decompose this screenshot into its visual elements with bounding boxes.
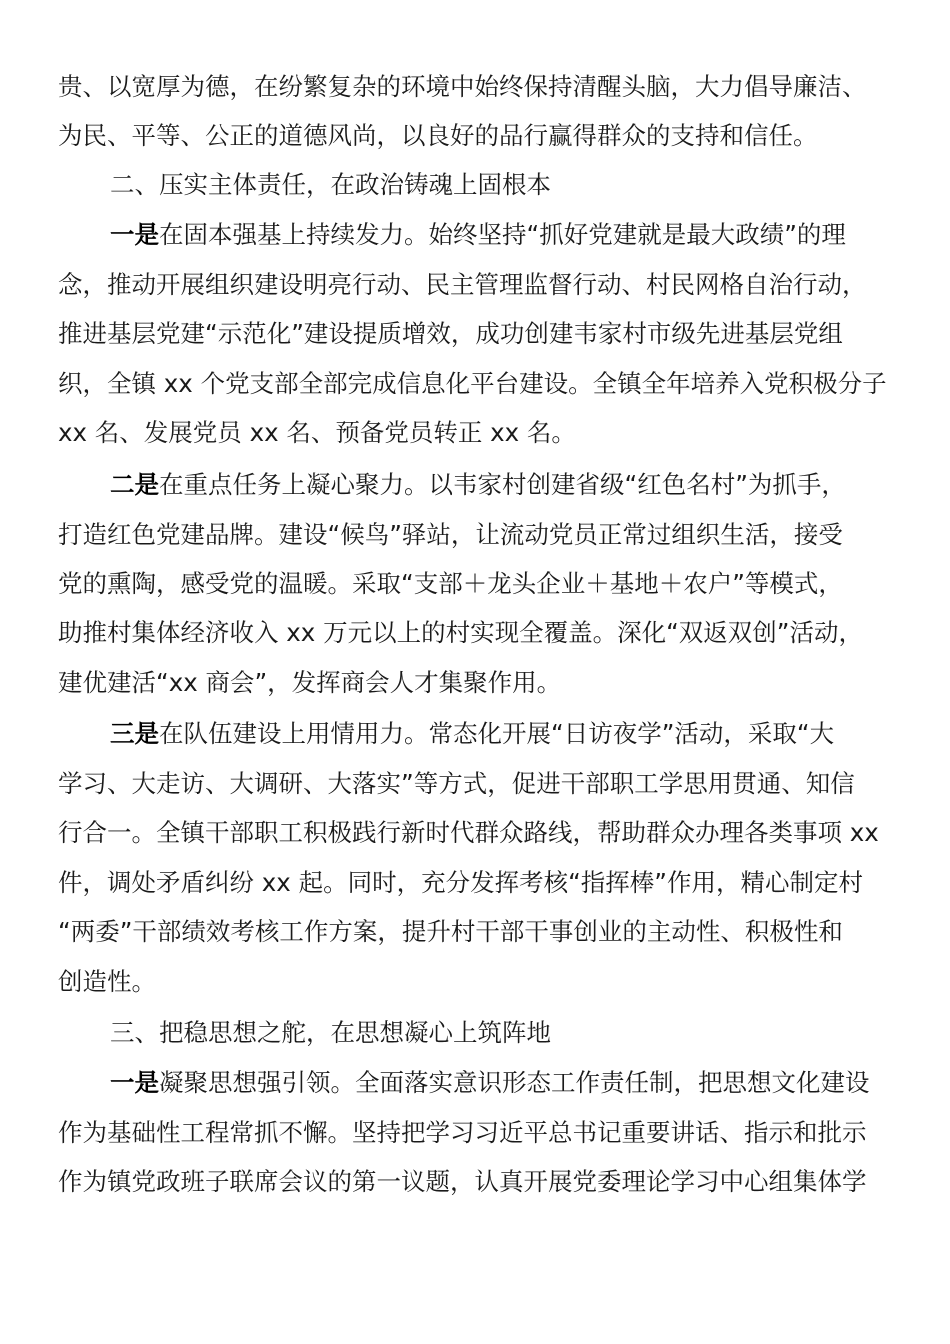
text-line: 件，调处矛盾纠纷 xx 起。同时，充分发挥考核“指挥棒”作用，精心制定村 xyxy=(58,868,863,897)
text-line: 助推村集体经济收入 xx 万元以上的村实现全覆盖。深化“双返双创”活动， xyxy=(58,618,863,647)
text-line: “两委”干部绩效考核工作方案，提升村干部干事创业的主动性、积极性和 xyxy=(58,917,843,946)
text-line: 建优建活“xx 商会”，发挥商会人才集聚作用。 xyxy=(58,668,562,697)
text-line: 打造红色党建品牌。建设“候鸟”驿站，让流动党员正常过组织生活，接受 xyxy=(58,520,843,549)
paragraph-first-line: 一是在固本强基上持续发力。始终坚持“抓好党建就是最大政绩”的理 xyxy=(110,220,846,249)
text-line: xx 名、发展党员 xx 名、预备党员转正 xx 名。 xyxy=(58,418,576,447)
text-line: 党的熏陶，感受党的温暖。采取“支部＋龙头企业＋基地＋农户”等模式， xyxy=(58,569,843,598)
text-line: 推进基层党建“示范化”建设提质增效，成功创建韦家村市级先进基层党组 xyxy=(58,319,843,348)
paragraph-lead: 一是 xyxy=(110,1068,159,1097)
text-line: 念，推动开展组织建设明亮行动、民主管理监督行动、村民网格自治行动， xyxy=(58,270,867,299)
paragraph-first-line: 二是在重点任务上凝心聚力。以韦家村创建省级“红色名村”为抓手， xyxy=(110,470,846,499)
text-line: 为民、平等、公正的道德风尚，以良好的品行赢得群众的支持和信任。 xyxy=(58,121,818,150)
paragraph-lead: 一是 xyxy=(110,220,159,249)
paragraph-lead: 三是 xyxy=(110,719,159,748)
text-line: 贵、以宽厚为德，在纷繁复杂的环境中始终保持清醒头脑，大力倡导廉洁、 xyxy=(58,72,867,101)
text-line: 行合一。全镇干部职工积极践行新时代群众路线，帮助群众办理各类事项 xx xyxy=(58,818,879,847)
text-line: 作为基础性工程常抓不懈。坚持把学习习近平总书记重要讲话、指示和批示 xyxy=(58,1118,867,1147)
text-line: 学习、大走访、大调研、大落实”等方式，促进干部职工学思用贯通、知信 xyxy=(58,769,855,798)
section-heading: 二、压实主体责任，在政治铸魂上固根本 xyxy=(110,170,551,199)
section-heading: 三、把稳思想之舵，在思想凝心上筑阵地 xyxy=(110,1018,551,1047)
text-line: 创造性。 xyxy=(58,967,156,996)
paragraph-first-line: 一是凝聚思想强引领。全面落实意识形态工作责任制，把思想文化建设 xyxy=(110,1068,870,1097)
paragraph-first-line: 三是在队伍建设上用情用力。常态化开展“日访夜学”活动，采取“大 xyxy=(110,719,835,748)
text-line: 织，全镇 xx 个党支部全部完成信息化平台建设。全镇全年培养入党积极分子 xyxy=(58,369,887,398)
text-line: 作为镇党政班子联席会议的第一议题，认真开展党委理论学习中心组集体学 xyxy=(58,1167,867,1196)
paragraph-lead: 二是 xyxy=(110,470,159,499)
